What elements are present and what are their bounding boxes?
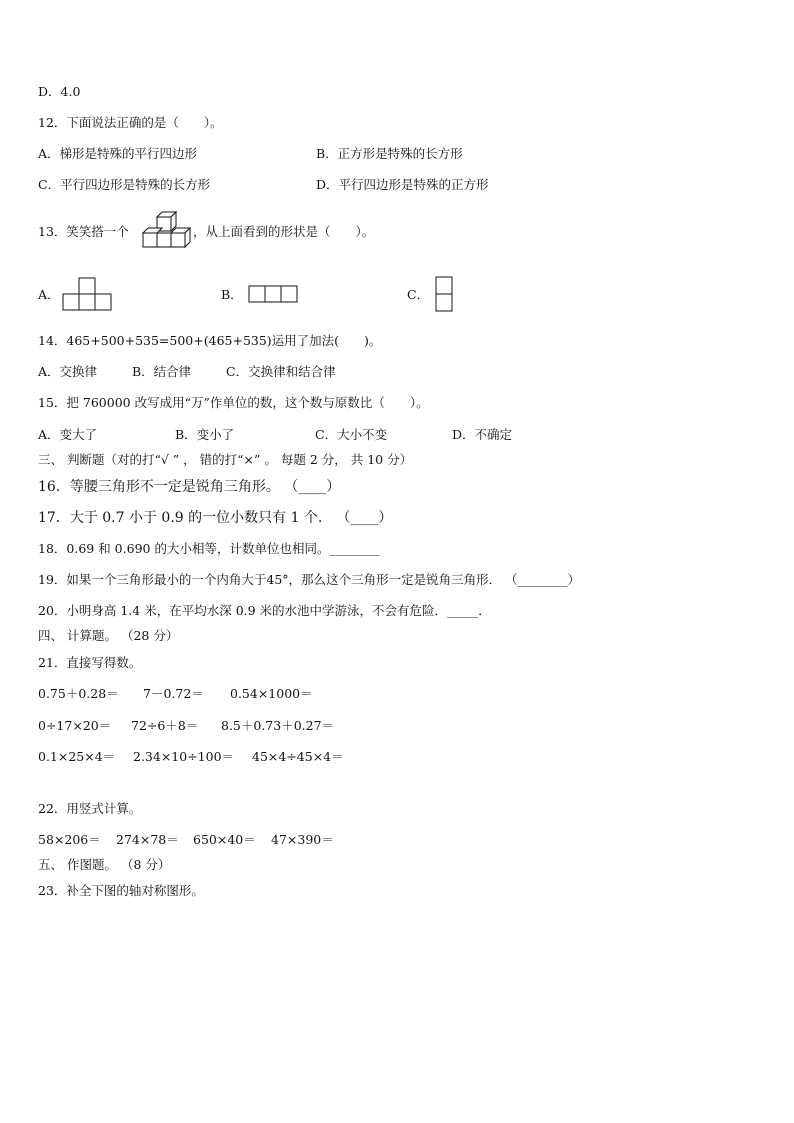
section-4-title: 四、 计算题。 （28 分） [38, 628, 179, 643]
q15-option-a: A．变大了 [38, 427, 98, 442]
q21-item: 72÷6＋8＝ [131, 718, 199, 733]
q15-option-c: C．大小不变 [315, 427, 388, 442]
cube-stack-icon [139, 211, 191, 249]
q12-option-b: B．正方形是特殊的长方形 [316, 146, 463, 161]
q13-option-a-label: A． [38, 287, 60, 302]
top-view-shape-a-icon [62, 277, 112, 311]
section-3-title: 三、 判断题（对的打“√ ” ， 错的打“×” 。 每题 2 分， 共 10 分） [38, 452, 413, 467]
q22-item: 47×390＝ [271, 832, 334, 847]
q14-option-a: A．交换律 [38, 364, 98, 379]
q23-stem: 23．补全下图的轴对称图形。 [38, 883, 204, 898]
q15-stem: 15．把 760000 改写成用“万”作单位的数，这个数与原数比（ ）。 [38, 395, 429, 410]
q15-option-d: D．不确定 [452, 427, 513, 442]
q17-text: 17．大于 0.7 小于 0.9 的一位小数只有 1 个． （____） [38, 510, 393, 526]
top-view-shape-c-icon [435, 276, 453, 312]
q13-stem-after: ，从上面看到的形状是（ ）。 [193, 224, 375, 239]
top-view-shape-b-icon [248, 285, 298, 303]
q21-item: 0.1×25×4＝ [38, 749, 116, 764]
q13-stem-before: 13．笑笑搭一个 [38, 224, 129, 239]
q21-item: 2.34×10÷100＝ [133, 749, 235, 764]
q11-option-d: D．4.0 [38, 84, 81, 99]
q21-item: 7－0.72＝ [143, 686, 204, 701]
q13-option-c-label: C． [407, 287, 430, 302]
q16-text: 16．等腰三角形不一定是锐角三角形。 （____） [38, 479, 341, 495]
q18-text: 18．0.69 和 0.690 的大小相等，计数单位也相同。________ [38, 541, 380, 556]
q22-item: 650×40＝ [193, 832, 256, 847]
q21-stem: 21．直接写得数。 [38, 655, 142, 670]
q14-stem: 14．465+500+535=500+(465+535)运用了加法( )。 [38, 333, 382, 348]
q19-text: 19．如果一个三角形最小的一个内角大于45°，那么这个三角形一定是锐角三角形． （________） [38, 572, 581, 587]
q13-option-b-label: B． [221, 287, 243, 302]
q21-item: 0÷17×20＝ [38, 718, 112, 733]
q14-option-b: B．结合律 [132, 364, 192, 379]
q14-option-c: C．交换律和结合律 [226, 364, 336, 379]
q12-option-a: A．梯形是特殊的平行四边形 [38, 146, 198, 161]
q20-text: 20．小明身高 1.4 米，在平均水深 0.9 米的水池中学游泳，不会有危险．_____． [38, 603, 491, 618]
q22-item: 58×206＝ [38, 832, 101, 847]
q21-item: 0.54×1000＝ [230, 686, 313, 701]
q12-option-d: D．平行四边形是特殊的正方形 [316, 177, 489, 192]
q12-option-c: C．平行四边形是特殊的长方形 [38, 177, 211, 192]
q21-item: 0.75＋0.28＝ [38, 686, 119, 701]
q15-option-b: B．变小了 [175, 427, 235, 442]
q21-item: 8.5＋0.73＋0.27＝ [221, 718, 335, 733]
q21-item: 45×4÷45×4＝ [252, 749, 344, 764]
q22-stem: 22．用竖式计算。 [38, 801, 142, 816]
q12-stem: 12．下面说法正确的是（ ）。 [38, 115, 223, 130]
section-5-title: 五、 作图题。 （8 分） [38, 857, 171, 872]
q22-item: 274×78＝ [116, 832, 179, 847]
